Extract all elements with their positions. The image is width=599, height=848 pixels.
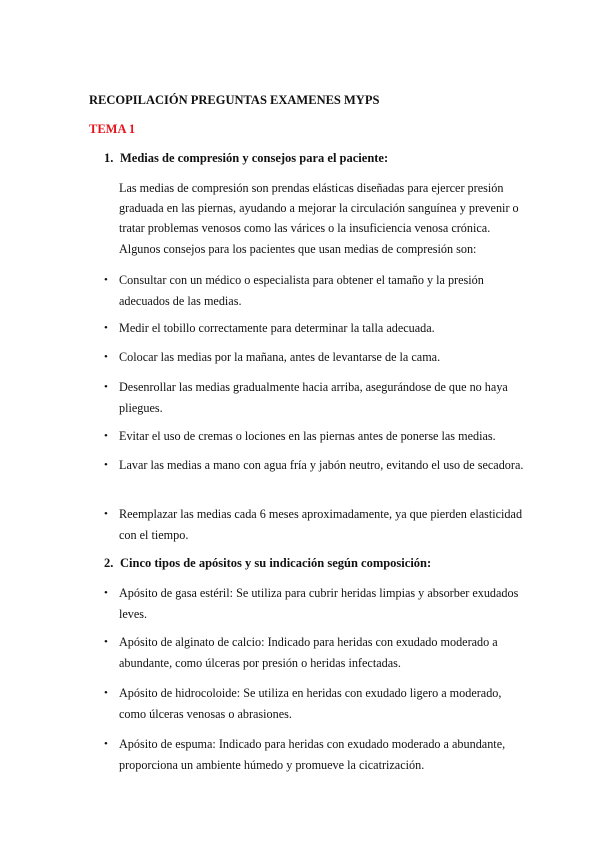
section-2-heading bbox=[104, 556, 431, 571]
bullet-icon: • bbox=[104, 274, 108, 286]
list-item-text: Evitar el uso de cremas o lociones en las piernas antes de ponerse las medias. bbox=[119, 429, 496, 443]
section-1-paragraph: Las medias de compresión son prendas elásticas diseñadas para ejercer presión graduada en las piernas, ayudando a mejorar la circulación sanguínea y prevenir o tratar problemas venosos como las várices o la insuficiencia venosa crónica. Algunos consejos para los pacientes que usan medias de compresión son: bbox=[119, 181, 519, 256]
document-title: RECOPILACIÓN PREGUNTAS EXAMENES MYPS bbox=[89, 93, 380, 107]
list-item-text: Lavar las medias a mano con agua fría y jabón neutro, evitando el uso de secadora. bbox=[119, 458, 524, 472]
list-item bbox=[104, 683, 524, 725]
list-item-text: Colocar las medias por la mañana, antes de levantarse de la cama. bbox=[119, 350, 441, 364]
list-item bbox=[104, 270, 524, 312]
list-item bbox=[104, 632, 524, 674]
bullet-icon: • bbox=[104, 430, 108, 442]
list-item-text: Apósito de gasa estéril: Se utiliza para cubrir heridas limpias y absorber exudados leves. bbox=[119, 586, 519, 621]
list-item bbox=[104, 377, 524, 419]
list-item bbox=[104, 318, 524, 339]
list-item bbox=[104, 583, 524, 625]
list-item-text: Reemplazar las medias cada 6 meses aproximadamente, ya que pierden elasticidad con el tiempo. bbox=[119, 507, 523, 542]
section-1-number: 1. bbox=[104, 151, 114, 165]
section-1-heading bbox=[104, 151, 388, 166]
section-2-title: Cinco tipos de apósitos y su indicación según composición: bbox=[120, 556, 432, 570]
list-item-text: Apósito de hidrocoloide: Se utiliza en heridas con exudado ligero a moderado, como úlceras venosas o abrasiones. bbox=[119, 686, 502, 721]
bullet-icon: • bbox=[104, 508, 108, 520]
bullet-icon: • bbox=[104, 687, 108, 699]
bullet-icon: • bbox=[104, 322, 108, 334]
bullet-icon: • bbox=[104, 351, 108, 363]
section-1-title: Medias de compresión y consejos para el paciente: bbox=[120, 151, 389, 165]
section-2-number: 2. bbox=[104, 556, 114, 570]
bullet-icon: • bbox=[104, 636, 108, 648]
list-item bbox=[104, 734, 524, 776]
bullet-icon: • bbox=[104, 381, 108, 393]
list-item-text: Consultar con un médico o especialista para obtener el tamaño y la presión adecuados de las medias. bbox=[119, 273, 484, 308]
list-item bbox=[104, 455, 524, 476]
bullet-icon: • bbox=[104, 459, 108, 471]
bullet-icon: • bbox=[104, 587, 108, 599]
list-item-text: Apósito de alginato de calcio: Indicado para heridas con exudado moderado a abundante, como úlceras por presión o heridas infectadas. bbox=[119, 635, 498, 670]
list-item-text: Desenrollar las medias gradualmente hacia arriba, asegurándose de que no haya pliegues. bbox=[119, 380, 508, 415]
list-item-text: Medir el tobillo correctamente para determinar la talla adecuada. bbox=[119, 321, 435, 335]
list-item bbox=[104, 504, 524, 546]
bullet-icon: • bbox=[104, 738, 108, 750]
list-item bbox=[104, 347, 524, 368]
list-item bbox=[104, 426, 524, 447]
list-item-text: Apósito de espuma: Indicado para heridas con exudado moderado a abundante, proporciona un ambiente húmedo y promueve la cicatrización. bbox=[119, 737, 506, 772]
tema-heading: TEMA 1 bbox=[89, 122, 136, 136]
